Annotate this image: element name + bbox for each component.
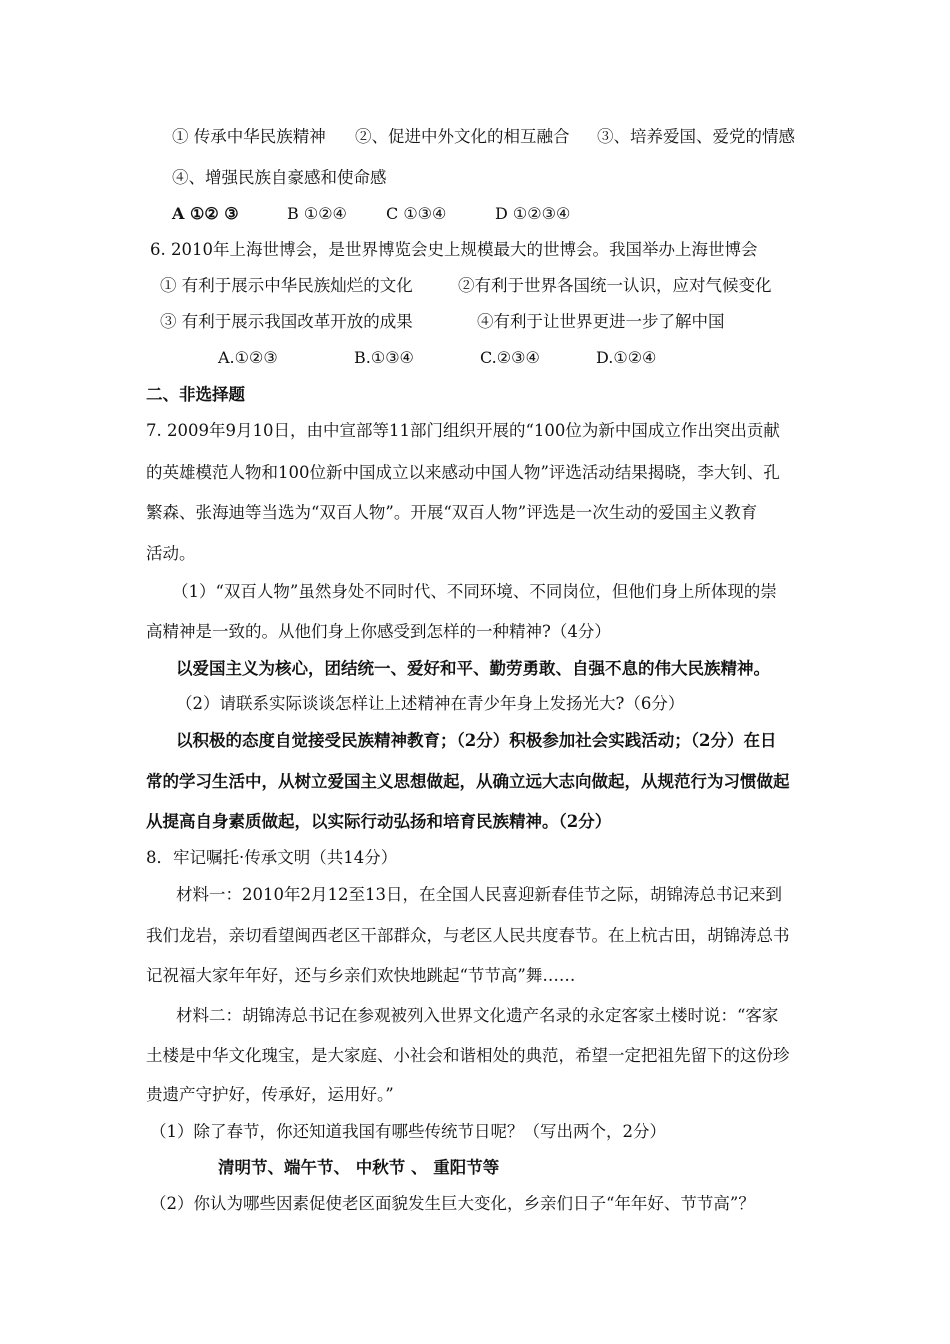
q5-choice-b: B ①②④ [287,204,347,223]
q6-choice-b: B.①③④ [354,348,414,367]
q8-material-2-line-3: 贵遗产守护好，传承好，运用好。” [146,1085,394,1104]
q5-choice-c: C ①③④ [386,204,447,223]
q7-answer-2-line-3: 从提高自身素质做起，以实际行动弘扬和培育民族精神。（2分） [146,812,612,831]
q8-sub1: （1）除了春节，你还知道我国有哪些传统节日呢？（写出两个，2分） [150,1122,666,1141]
q8-sub2: （2）你认为哪些因素促使老区面貌发生巨大变化，乡亲们日子“年年好、节节高”？ [150,1194,755,1213]
q6-choice-c: C.②③④ [480,348,540,367]
q5-choice-d: D ①②③④ [495,204,571,223]
q7-line-3: 繁森、张海迪等当选为“双百人物”。开展“双百人物”评选是一次生动的爱国主义教育 [146,503,758,522]
q6-option-1: ① 有利于展示中华民族灿烂的文化 [160,276,413,295]
q8-material-2-line-2: 土楼是中华文化瑰宝，是大家庭、小社会和谐相处的典范，希望一定把祖先留下的这份珍 [146,1046,790,1065]
q6-stem: 6. 2010年上海世博会，是世界博览会史上规模最大的世博会。我国举办上海世博会 [150,240,758,259]
q7-line-4: 活动。 [146,544,196,563]
q5-option-3: ③、培养爱国、爱党的情感 [597,127,795,146]
q6-option-4: ④有利于让世界更进一步了解中国 [477,312,725,331]
q6-option-3: ③ 有利于展示我国改革开放的成果 [160,312,413,331]
q5-option-2: ②、促进中外文化的相互融合 [355,127,570,146]
q6-choice-d: D.①②④ [596,348,657,367]
q8-material-1-line-1: 材料一：2010年2月12至13日，在全国人民喜迎新春佳节之际，胡锦涛总书记来到 [176,885,782,904]
q7-answer-2-line-2: 常的学习生活中，从树立爱国主义思想做起，从确立远大志向做起，从规范行为习惯做起 [146,772,790,791]
q8-material-2-line-1: 材料二：胡锦涛总书记在参观被列入世界文化遗产名录的永定客家土楼时说：“客家 [176,1006,779,1025]
q6-option-2: ②有利于世界各国统一认识，应对气候变化 [458,276,772,295]
q5-choice-a: A ①② ③ [172,204,239,223]
q8-material-1-line-3: 记祝福大家年年好，还与乡亲们欢快地跳起“节节高”舞…… [146,966,576,985]
q7-answer-1: 以爱国主义为核心，团结统一、爱好和平、勤劳勇敢、自强不息的伟大民族精神。 [176,659,770,678]
q6-choice-a: A.①②③ [218,348,278,367]
q7-answer-2-line-1: 以积极的态度自觉接受民族精神教育；（2分）积极参加社会实践活动；（2分）在日 [176,731,777,750]
q7-sub2: （2）请联系实际谈谈怎样让上述精神在青少年身上发扬光大?（6分） [176,694,685,713]
q5-option-4: ④、增强民族自豪感和使命感 [172,168,387,187]
q7-sub1-line-2: 高精神是一致的。从他们身上你感受到怎样的一种精神?（4分） [146,622,611,641]
q8-material-1-line-2: 我们龙岩，亲切看望闽西老区干部群众，与老区人民共度春节。在上杭古田，胡锦涛总书 [146,926,790,945]
q7-line-1: 7. 2009年9月10日，由中宣部等11部门组织开展的“100位为新中国成立作出突出贡献 [146,421,780,440]
q8-answer-1: 清明节、端午节、 中秋节 、 重阳节等 [218,1158,500,1177]
q7-sub1-line-1: （1）“双百人物”虽然身处不同时代、不同环境、不同岗位，但他们身上所体现的崇 [172,582,777,601]
q8-title: 8．牢记嘱托·传承文明（共14分） [146,848,398,867]
q5-option-1: ① 传承中华民族精神 [172,127,326,146]
section-heading: 二、非选择题 [146,385,245,404]
q7-line-2: 的英雄模范人物和100位新中国成立以来感动中国人物”评选活动结果揭晓，李大钊、孔 [146,463,780,482]
